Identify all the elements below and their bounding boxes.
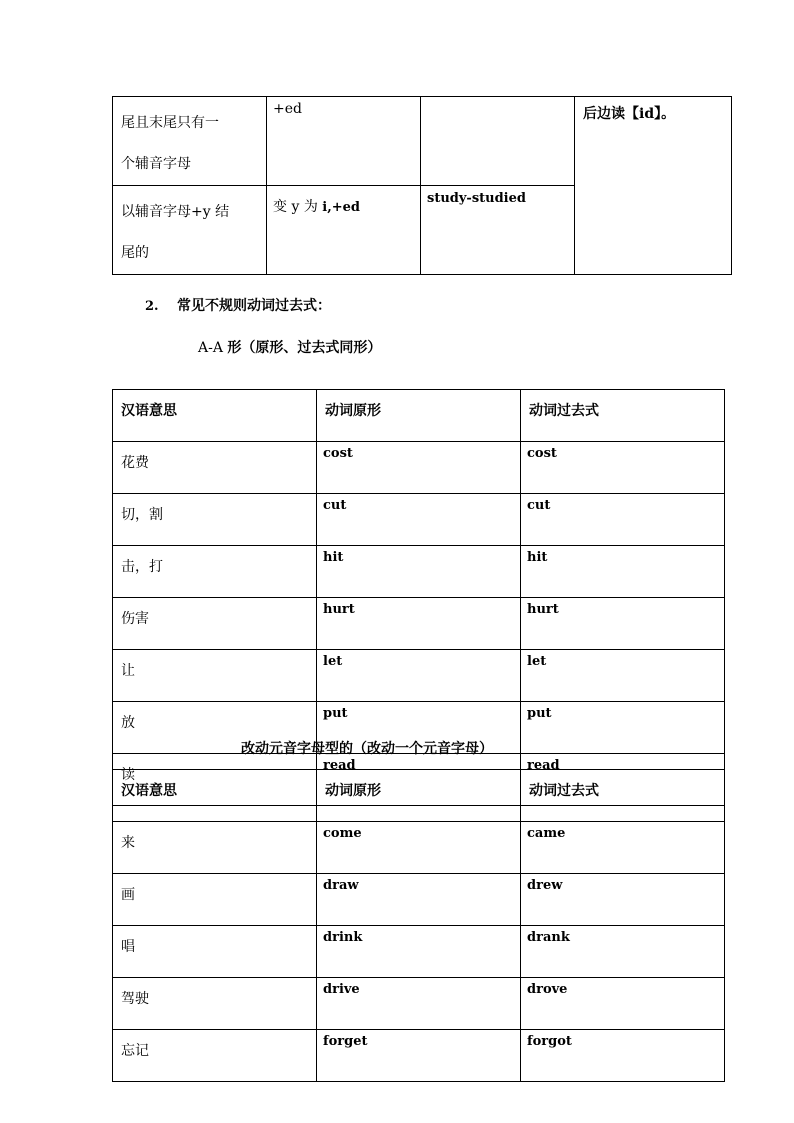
chinese-meaning-cell: 忘记 [113,1030,317,1082]
base-form-cell: drink [317,926,521,978]
chinese-meaning-cell: 让 [113,650,317,702]
table-row [113,598,725,650]
header-past-tense: 动词过去式 [521,770,725,822]
header-base-form: 动词原形 [317,770,521,822]
base-form-cell: forget [317,1030,521,1082]
section-title: 常见不规则动词过去式： [177,298,331,314]
base-form-cell: draw [317,874,521,926]
rule-text-y: y [291,199,300,215]
past-tense-cell: forgot [521,1030,725,1082]
chinese-meaning-cell: 读 [113,754,317,806]
table-row [113,874,725,926]
past-tense-cell: let [521,650,725,702]
chinese-meaning-cell: 击，打 [113,546,317,598]
vowel-change-verbs-table [112,769,725,1082]
rules-condition-cell [113,97,267,186]
header-past-tense: 动词过去式 [521,390,725,442]
chinese-meaning-cell: 切，割 [113,494,317,546]
section-number: 2. [145,299,159,314]
rule-text: +ed [273,101,302,117]
example-text: study-studied [427,191,526,206]
rule-text-c: i,+ed [322,200,360,215]
table-row [113,822,725,874]
base-form-cell: read [317,754,521,806]
chinese-meaning-cell: 画 [113,874,317,926]
past-tense-cell: read [521,754,725,806]
rule-text-a: 变 [273,199,287,215]
pronunciation-symbol: 【id】。 [625,106,676,122]
past-tense-cell: drove [521,978,725,1030]
rules-pronunciation-cell [575,97,732,275]
past-tense-cell: cut [521,494,725,546]
past-tense-cell: cost [521,442,725,494]
base-form-cell: hurt [317,598,521,650]
section-heading-2 [145,295,331,315]
past-tense-cell: put [521,702,725,754]
subsection-title: 改动元音字母型的（改动一个元音字母） [241,741,493,757]
rules-example-cell [421,186,575,275]
subsection-heading-aa [198,337,381,357]
base-form-cell: let [317,650,521,702]
table-row [113,926,725,978]
table-row [113,494,725,546]
chinese-meaning-cell: 驾驶 [113,978,317,1030]
table-header-row [113,390,725,442]
condition-line-1b: +y [191,204,211,220]
base-form-cell: cost [317,442,521,494]
condition-line-1a: 以辅音字母 [121,204,191,220]
past-tense-cell: drew [521,874,725,926]
header-chinese-meaning: 汉语意思 [113,390,317,442]
condition-line-2: 个辅音字母 [121,156,191,172]
past-tense-cell: hit [521,546,725,598]
rules-table [112,96,732,275]
header-chinese-meaning: 汉语意思 [113,770,317,822]
rules-condition-cell [113,186,267,275]
base-form-cell: drive [317,978,521,1030]
pronunciation-text: 后边读 [583,106,625,122]
chinese-meaning-cell: 来 [113,822,317,874]
condition-line-1: 尾且末尾只有一 [121,115,219,131]
rules-rule-cell [267,186,421,275]
chinese-meaning-cell: 唱 [113,926,317,978]
table-row [113,978,725,1030]
base-form-cell: put [317,702,521,754]
base-form-cell: hit [317,546,521,598]
table-row [113,546,725,598]
table-header-row [113,770,725,822]
rules-rule-cell [267,97,421,186]
table-row [113,650,725,702]
table-row [113,442,725,494]
past-tense-cell: drank [521,926,725,978]
past-tense-cell: hurt [521,598,725,650]
chinese-meaning-cell: 花费 [113,442,317,494]
rule-text-b: 为 [303,199,318,215]
header-base-form: 动词原形 [317,390,521,442]
base-form-cell: come [317,822,521,874]
past-tense-cell: came [521,822,725,874]
rules-example-cell [421,97,575,186]
subsection-prefix: A-A [198,340,223,356]
condition-line-2: 尾的 [121,245,149,261]
condition-line-1c: 结 [215,204,230,220]
chinese-meaning-cell: 伤害 [113,598,317,650]
table-row [113,1030,725,1082]
subsection-heading-vowel [241,738,493,758]
chinese-meaning-cell: 放 [113,702,317,754]
rules-row-1 [113,97,732,186]
subsection-title: 形（原形、过去式同形） [227,340,382,356]
base-form-cell: cut [317,494,521,546]
